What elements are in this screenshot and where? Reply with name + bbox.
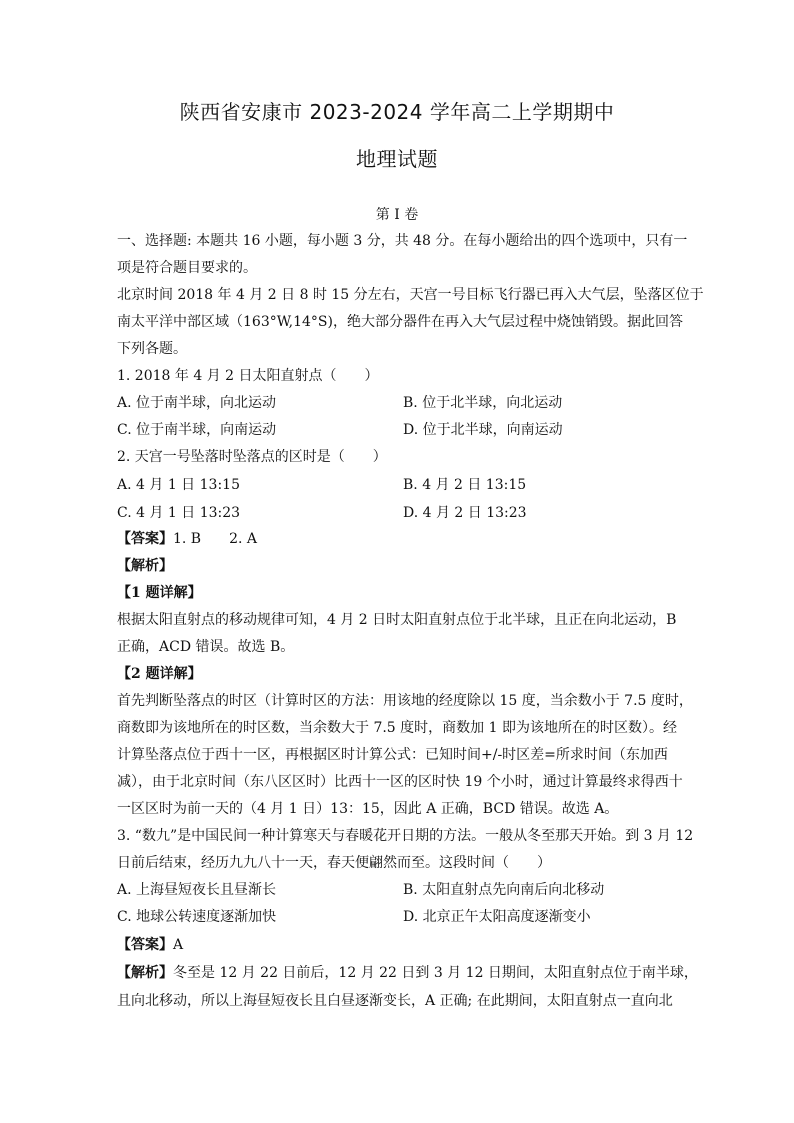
intro-line-2: 项是符合题目要求的。	[117, 260, 257, 276]
analysis-3-label: 【解析】	[117, 965, 173, 981]
detail-2-line-1: 首先判断坠落点的时区（计算时区的方法：用该地的经度除以 15 度，当余数小于 7.5 度时，	[117, 693, 693, 709]
question-3-option-b: B. 太阳直射点先向南后向北移动	[403, 882, 605, 898]
question-2-option-b: B. 4 月 2 日 13:15	[403, 477, 527, 493]
document-title: 陕西省安康市 2023-2024 学年高二上学期期中	[179, 100, 615, 124]
question-3-line-2: 日前后结束，经历九九八十一天，春天便翩然而至。这段时间（ ）	[117, 855, 551, 871]
detail-2-line-5: 一区区时为前一天的（4 月 1 日）13：15，因此 A 正确，BCD 错误。故选 A。	[117, 801, 619, 817]
answer-3-line	[117, 936, 183, 954]
question-3-option-c: C. 地球公转速度逐渐加快	[117, 909, 277, 925]
question-2-option-d: D. 4 月 2 日 13:23	[403, 505, 527, 521]
passage-line-3: 下列各题。	[117, 341, 187, 357]
question-1-option-d: D. 位于北半球，向南运动	[403, 422, 563, 438]
question-3-option-d: D. 北京正午太阳高度逐渐变小	[403, 909, 591, 925]
analysis-3-line-1	[117, 964, 698, 982]
answer-12-line	[117, 530, 257, 548]
analysis-3-text-1: 冬至是 12 月 22 日前后，12 月 22 日到 3 月 12 日期间，太阳直射点位于南半球，	[173, 965, 698, 981]
question-1-option-c: C. 位于南半球，向南运动	[117, 422, 277, 438]
detail-2-line-4: 减），由于北京时间（东八区区时）比西十一区的区时快 19 个小时，通过计算最终求得西十	[117, 774, 683, 790]
question-1-option-a: A. 位于南半球，向北运动	[117, 395, 277, 411]
answer-value: 1. B 2. A	[173, 531, 258, 547]
section-label: 第 I 卷	[375, 207, 419, 223]
answer-3-label: 【答案】	[117, 937, 173, 953]
question-1-stem: 1. 2018 年 4 月 2 日太阳直射点（ ）	[117, 368, 379, 384]
analysis-3-line-2: 且向北移动，所以上海昼短夜长且白昼逐渐变长，A 正确; 在此期间，太阳直射点一直向北	[117, 993, 673, 1009]
question-2-option-a: A. 4 月 1 日 13:15	[117, 477, 240, 493]
detail-1-line-2: 正确，ACD 错误。故选 B。	[117, 639, 295, 655]
passage-line-2: 南太平洋中部区域（163°W,14°S)，绝大部分器件在再入大气层过程中烧蚀销毁。据此回答	[117, 314, 683, 330]
passage-line-1: 北京时间 2018 年 4 月 2 日 8 时 15 分左右，天宫一号目标飞行器已再入大气层，坠落区位于	[117, 287, 704, 303]
answer-label: 【答案】	[117, 531, 173, 547]
document-subtitle: 地理试题	[356, 147, 438, 171]
intro-line-1: 一、选择题: 本题共 16 小题，每小题 3 分，共 48 分。在每小题给出的四个选项中，只有一	[117, 233, 688, 249]
detail-2-line-2: 商数即为该地所在的时区数，当余数大于 7.5 度时，商数加 1 即为该地所在的时区数）。经	[117, 720, 677, 736]
detail-2-line-3: 计算坠落点位于西十一区，再根据区时计算公式：已知时间+/-时区差=所求时间（东加西	[117, 747, 668, 763]
question-3-option-a: A. 上海昼短夜长且昼渐长	[117, 882, 277, 898]
detail-1-label: 【1 题详解】	[117, 585, 202, 601]
answer-3-value: A	[173, 937, 184, 953]
question-3-line-1: 3. “数九”是中国民间一种计算寒天与春暖花开日期的方法。一般从冬至那天开始。到 3 月 12	[117, 828, 694, 844]
detail-2-label: 【2 题详解】	[117, 666, 202, 682]
question-2-stem: 2. 天宫一号坠落时坠落点的区时是（ ）	[117, 449, 387, 465]
question-1-option-b: B. 位于北半球，向北运动	[403, 395, 563, 411]
detail-1-line-1: 根据太阳直射点的移动规律可知，4 月 2 日时太阳直射点位于北半球，且正在向北运动，B	[117, 612, 677, 628]
question-2-option-c: C. 4 月 1 日 13:23	[117, 505, 241, 521]
analysis-label: 【解析】	[117, 558, 173, 574]
